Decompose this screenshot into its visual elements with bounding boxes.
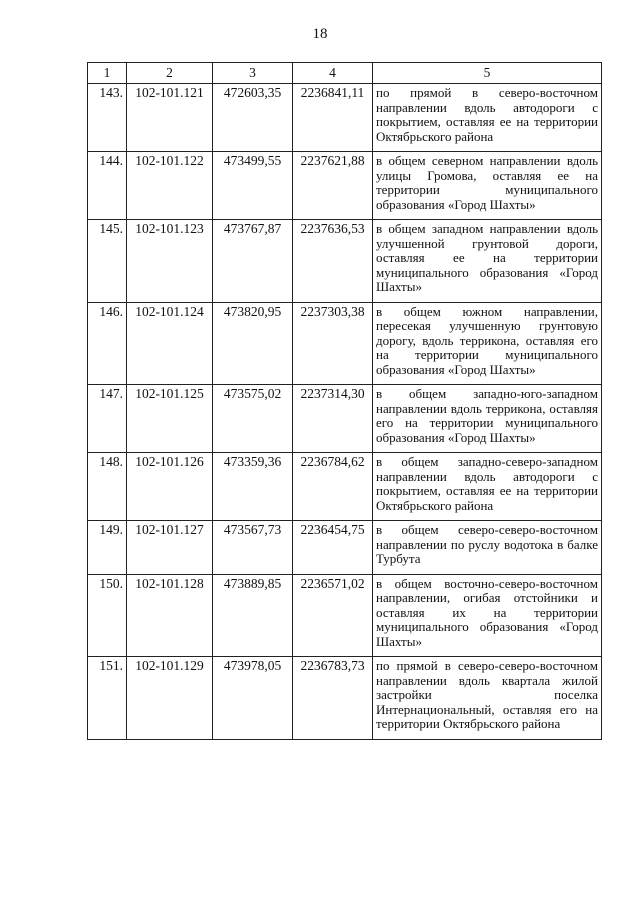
point-code: 102-101.126 <box>127 453 213 521</box>
y-coordinate: 2237621,88 <box>293 152 373 220</box>
x-coordinate: 473575,02 <box>213 385 293 453</box>
header-col-2: 2 <box>127 63 213 84</box>
y-coordinate: 2236784,62 <box>293 453 373 521</box>
y-coordinate: 2237314,30 <box>293 385 373 453</box>
row-number: 150. <box>88 574 127 657</box>
row-number: 149. <box>88 521 127 575</box>
header-col-5: 5 <box>373 63 602 84</box>
table-row <box>88 220 602 303</box>
x-coordinate: 473820,95 <box>213 302 293 385</box>
row-number: 151. <box>88 657 127 740</box>
table-header-row <box>88 63 602 84</box>
boundary-description: в общем северо-северо-восточном направлении по руслу водотока в балке Турбута <box>373 521 602 575</box>
boundary-description: в общем западно-юго-западном направлении вдоль терриконa, оставляя его на территории муниципального образования «Город Шахты» <box>373 385 602 453</box>
row-number: 148. <box>88 453 127 521</box>
x-coordinate: 473499,55 <box>213 152 293 220</box>
y-coordinate: 2237636,53 <box>293 220 373 303</box>
point-code: 102-101.125 <box>127 385 213 453</box>
row-number: 143. <box>88 84 127 152</box>
table-row <box>88 84 602 152</box>
boundary-description: в общем западном направлении вдоль улучшенной грунтовой дороги, оставляя ее на территории муниципального образования «Город Шахты» <box>373 220 602 303</box>
y-coordinate: 2236571,02 <box>293 574 373 657</box>
boundary-description: в общем северном направлении вдоль улицы Громова, оставляя ее на территории муниципального образования «Город Шахты» <box>373 152 602 220</box>
table-row <box>88 657 602 740</box>
x-coordinate: 473359,36 <box>213 453 293 521</box>
point-code: 102-101.122 <box>127 152 213 220</box>
y-coordinate: 2237303,38 <box>293 302 373 385</box>
x-coordinate: 473889,85 <box>213 574 293 657</box>
table-row <box>88 574 602 657</box>
point-code: 102-101.127 <box>127 521 213 575</box>
x-coordinate: 473767,87 <box>213 220 293 303</box>
table-row <box>88 385 602 453</box>
x-coordinate: 473978,05 <box>213 657 293 740</box>
boundary-description: по прямой в северо-восточном направлении вдоль автодороги с покрытием, оставляя ее на территории Октябрьского района <box>373 84 602 152</box>
point-code: 102-101.128 <box>127 574 213 657</box>
header-col-3: 3 <box>213 63 293 84</box>
row-number: 144. <box>88 152 127 220</box>
table-row <box>88 453 602 521</box>
point-code: 102-101.121 <box>127 84 213 152</box>
page-number: 18 <box>312 26 328 42</box>
row-number: 146. <box>88 302 127 385</box>
x-coordinate: 473567,73 <box>213 521 293 575</box>
boundary-description: в общем восточно-северо-восточном направлении, огибая отстойники и оставляя их на территории муниципального образования «Город Шахты» <box>373 574 602 657</box>
row-number: 147. <box>88 385 127 453</box>
row-number: 145. <box>88 220 127 303</box>
point-code: 102-101.129 <box>127 657 213 740</box>
point-code: 102-101.124 <box>127 302 213 385</box>
table-row <box>88 302 602 385</box>
boundary-description: в общем южном направлении, пересекая улучшенную грунтовую дорогу, вдоль терриконa, оставляя его на территории муниципального образования «Город Шахты» <box>373 302 602 385</box>
y-coordinate: 2236841,11 <box>293 84 373 152</box>
x-coordinate: 472603,35 <box>213 84 293 152</box>
y-coordinate: 2236454,75 <box>293 521 373 575</box>
boundary-description: в общем западно-северо-западном направлении вдоль автодороги с покрытием, оставляя ее на территории Октябрьского района <box>373 453 602 521</box>
table-row <box>88 521 602 575</box>
y-coordinate: 2236783,73 <box>293 657 373 740</box>
point-code: 102-101.123 <box>127 220 213 303</box>
boundary-description: по прямой в северо-северо-восточном направлении вдоль квартала жилой застройки поселка Интернациональный, оставляя его на территории Октябрьского района <box>373 657 602 740</box>
table-row <box>88 152 602 220</box>
header-col-1: 1 <box>88 63 127 84</box>
header-col-4: 4 <box>293 63 373 84</box>
boundary-points-table <box>87 62 602 740</box>
